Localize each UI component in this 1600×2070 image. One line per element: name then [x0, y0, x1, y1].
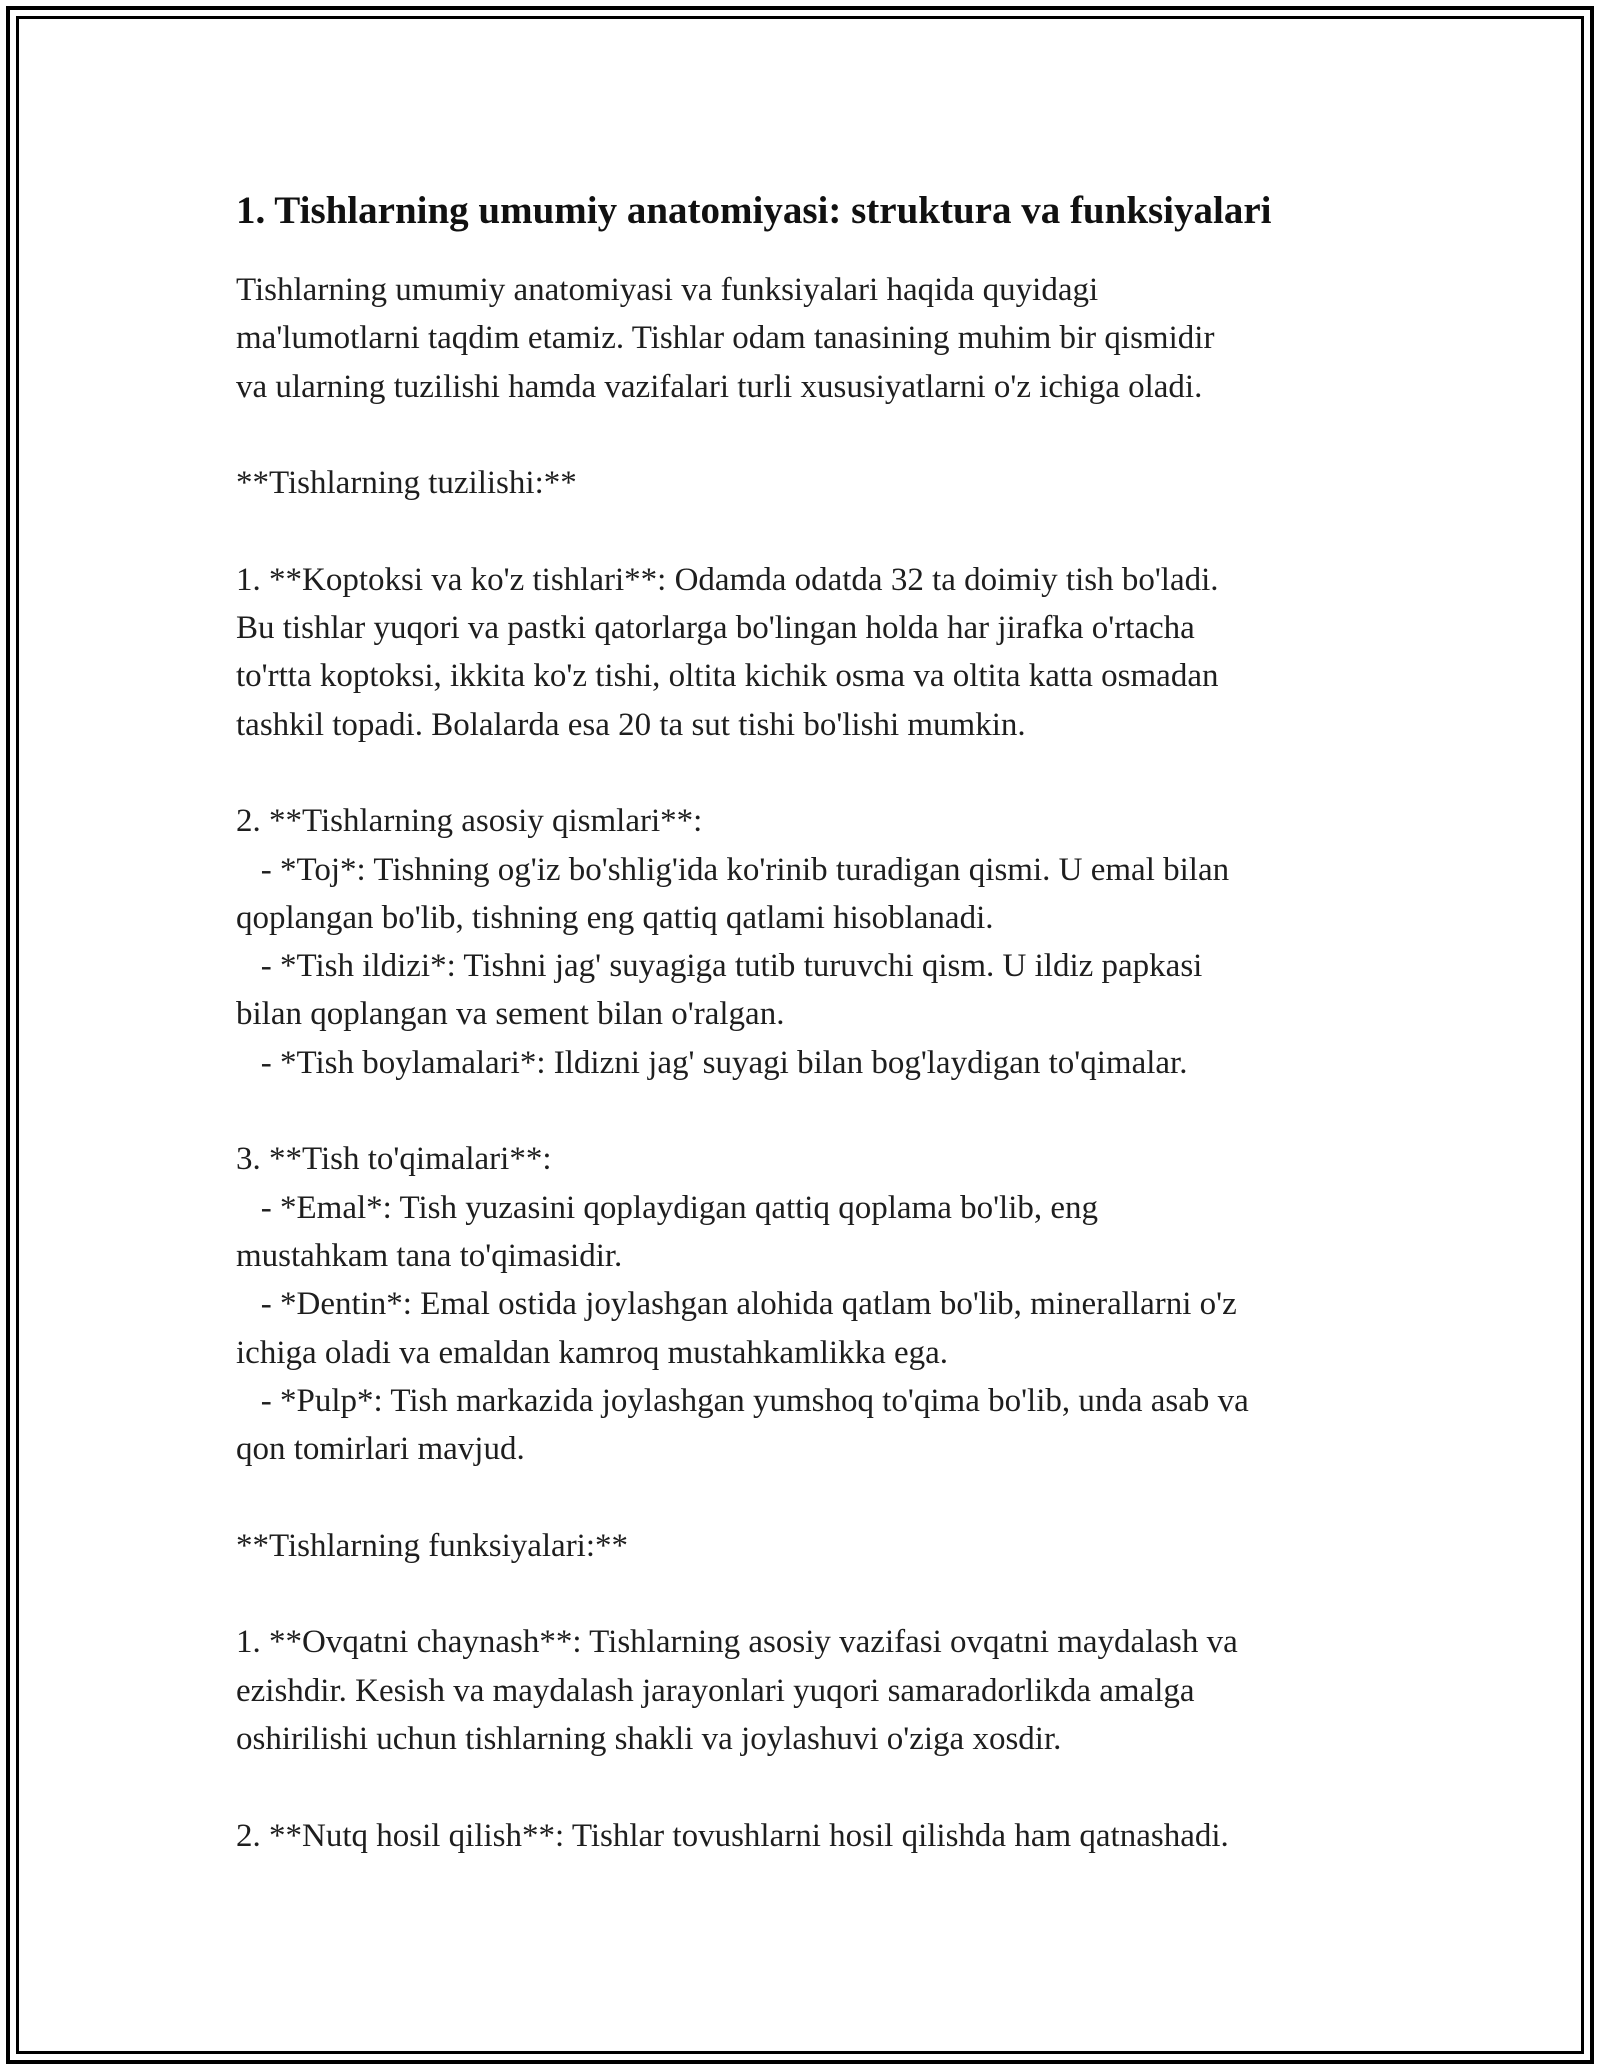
document-body: Tishlarning umumiy anatomiyasi va funksiyalari haqida quyidagi ma'lumotlarni taqdim etamiz. Tishlar odam tanasining muhim bir qismidir va ularning tuzilishi hamda vazifalari turli xususiyatlarni o'z ichiga oladi. **Tishlarning tuzilishi:** 1. **Koptoksi va ko'z tishlari**: Odamda odatda 32 ta doimiy tish bo'ladi. Bu tishlar yuqori va pastki qatorlarga bo'lingan holda har jirafka o'rtacha to'rtta koptoksi, ikkita ko'z tishi, oltita kichik osma va oltita katta osmadan tashkil topadi. Bolalarda esa 20 ta sut tishi bo'lishi mumkin. 2. **Tishlarning asosiy qismlari**: - *Toj*: Tishning og'iz bo'shlig'ida ko'rinib turadigan qismi. U emal bilan qoplangan bo'lib, tishning eng qattiq qatlami hisoblanadi. - *Tish ildizi*: Tishni jag' suyagiga tutib turuvchi qism. U ildiz papkasi bilan qoplangan va sement bilan o'ralgan. - *Tish boylamalari*: Ildizni jag' suyagi bilan bog'laydigan to'qimalar. 3. **Tish to'qimalari**: - *Emal*: Tish yuzasini qoplaydigan qattiq qoplama bo'lib, eng mustahkam tana to'qimasidir. - *Dentin*: Emal ostida joylashgan alohida qatlam bo'lib, minerallarni o'z ichiga oladi va emaldan kamroq mustahkamlikka ega. - *Pulp*: Tish markazida joylashgan yumshoq to'qima bo'lib, unda asab va qon tomirlari mavjud. **Tishlarning funksiyalari:** 1. **Ovqatni chaynash**: Tishlarning asosiy vazifasi ovqatni maydalash va ezishdir. Kesish va maydalash jarayonlari yuqori samaradorlikda amalga oshirilishi uchun tishlarning shakli va joylashuvi o'ziga xosdir. 2. **Nutq hosil qilish**: Tishlar tovushlarni hosil qilishda ham qatnashadi. — [236, 272, 1249, 1854]
document-title: 1. Tishlarning umumiy anatomiyasi: struktura va funksiyalari — [236, 189, 1272, 232]
document-content — [236, 186, 1396, 1860]
